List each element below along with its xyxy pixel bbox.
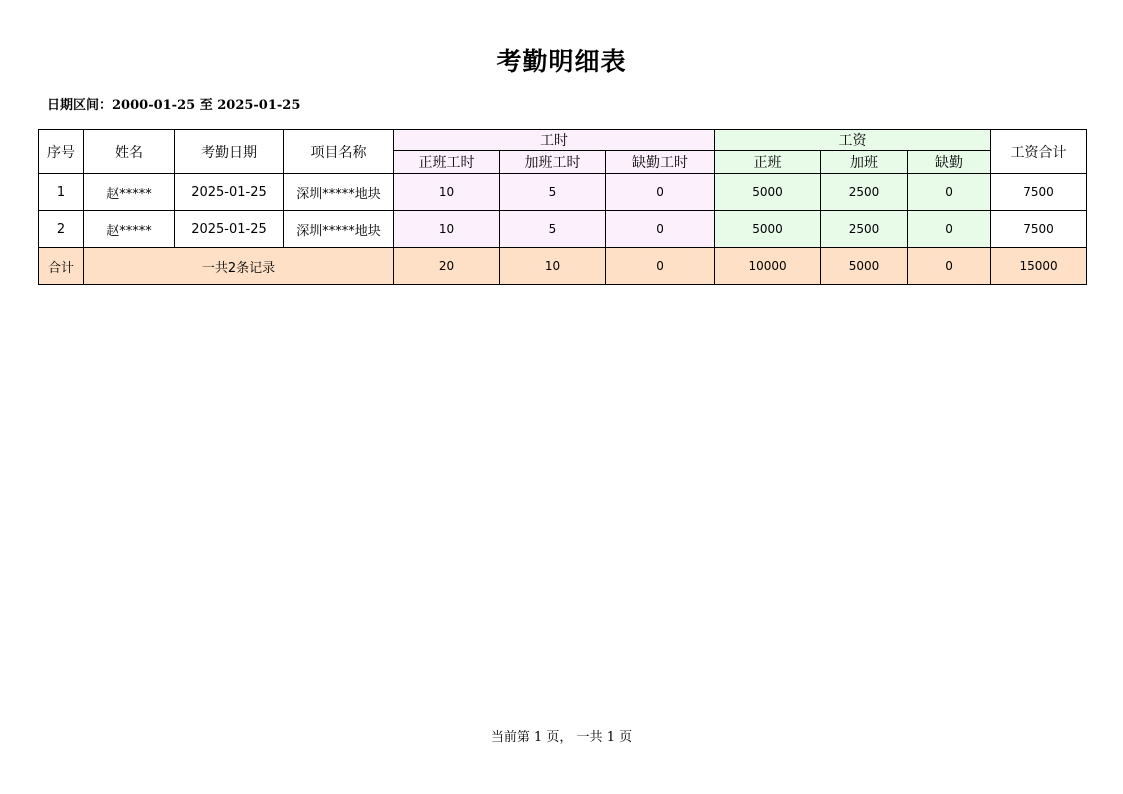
cell-overtime-wage: 2500 <box>821 174 908 211</box>
header-absent-wage: 缺勤 <box>908 151 991 174</box>
cell-absent-hours: 0 <box>606 211 715 248</box>
cell-date: 2025-01-25 <box>175 211 284 248</box>
header-index: 序号 <box>39 130 84 174</box>
date-to: 至 <box>195 98 218 113</box>
cell-absent-wage: 0 <box>908 211 991 248</box>
attendance-table <box>38 129 1087 285</box>
cell-overtime-wage: 2500 <box>821 211 908 248</box>
cell-absent-wage: 0 <box>908 174 991 211</box>
total-regular-wage: 10000 <box>715 248 821 285</box>
total-overtime-hours: 10 <box>500 248 606 285</box>
report-title: 考勤明细表 <box>496 47 627 76</box>
page-indicator <box>0 726 1123 745</box>
total-absent-hours: 0 <box>606 248 715 285</box>
header-regular-wage: 正班 <box>715 151 821 174</box>
cell-overtime-hours: 5 <box>500 174 606 211</box>
date-end: 2025-01-25 <box>217 98 301 113</box>
cell-absent-hours: 0 <box>606 174 715 211</box>
record-count: 一共2条记录 <box>84 248 394 285</box>
header-name: 姓名 <box>84 130 175 174</box>
date-start: 2000-01-25 <box>112 98 196 113</box>
cell-regular-hours: 10 <box>394 174 500 211</box>
cell-regular-wage: 5000 <box>715 211 821 248</box>
header-wage-total: 工资合计 <box>991 130 1087 174</box>
total-regular-hours: 20 <box>394 248 500 285</box>
totals-label: 合计 <box>39 248 84 285</box>
header-regular-hours: 正班工时 <box>394 151 500 174</box>
header-overtime-hours: 加班工时 <box>500 151 606 174</box>
table-row <box>39 174 1087 211</box>
cell-project: 深圳*****地块 <box>284 211 394 248</box>
totals-row <box>39 248 1087 285</box>
header-absent-hours: 缺勤工时 <box>606 151 715 174</box>
header-project: 项目名称 <box>284 130 394 174</box>
cell-name: 赵***** <box>84 174 175 211</box>
cell-overtime-hours: 5 <box>500 211 606 248</box>
cell-wage-total: 7500 <box>991 174 1087 211</box>
cell-regular-hours: 10 <box>394 211 500 248</box>
cell-regular-wage: 5000 <box>715 174 821 211</box>
page-indicator-text: 当前第 1 页， 一共 1 页 <box>490 730 633 745</box>
cell-date: 2025-01-25 <box>175 174 284 211</box>
total-wage-total: 15000 <box>991 248 1087 285</box>
header-overtime-wage: 加班 <box>821 151 908 174</box>
header-date: 考勤日期 <box>175 130 284 174</box>
total-absent-wage: 0 <box>908 248 991 285</box>
cell-name: 赵***** <box>84 211 175 248</box>
table-row <box>39 211 1087 248</box>
header-wage-group: 工资 <box>715 130 991 151</box>
cell-index: 1 <box>39 174 84 211</box>
total-overtime-wage: 5000 <box>821 248 908 285</box>
date-range <box>47 94 300 113</box>
cell-project: 深圳*****地块 <box>284 174 394 211</box>
date-range-label: 日期区间： <box>47 98 113 113</box>
header-hours-group: 工时 <box>394 130 715 151</box>
cell-index: 2 <box>39 211 84 248</box>
cell-wage-total: 7500 <box>991 211 1087 248</box>
